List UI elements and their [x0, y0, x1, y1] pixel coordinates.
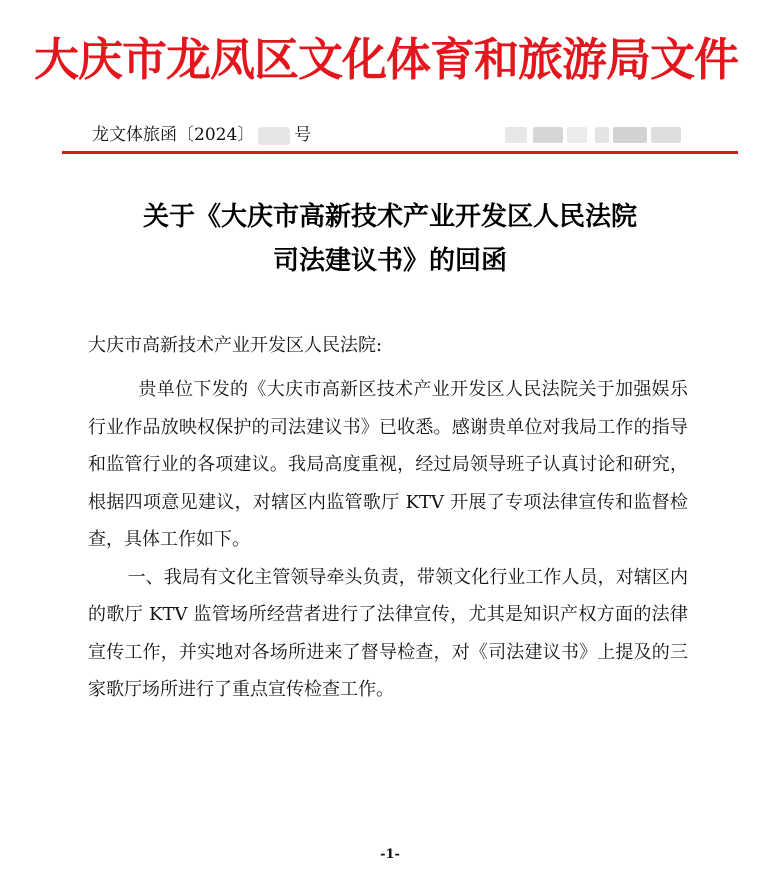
- redacted-signature-area: [505, 124, 690, 146]
- redacted-number: [258, 127, 290, 145]
- doc-number-prefix: 龙文体旅函〔2024〕: [92, 125, 255, 145]
- body-paragraph: 贵单位下发的《大庆市高新区技术产业开发区人民法院关于加强娱乐行业作品放映权保护的司法建议书》已收悉。感谢贵单位对我局工作的指导和监管行业的各项建议。我局高度重视，经过局领导班子认真讨论和研究，根据四项意见建议，对辖区内监管歌厅 KTV 开展了专项法律宣传和监督检查，具体工作如下。: [88, 379, 688, 550]
- doc-number-suffix: 号: [294, 125, 312, 145]
- doc-number: [92, 122, 311, 148]
- salutation: 大庆市高新技术产业开发区人民法院:: [88, 335, 383, 356]
- document-title-line-1: 关于《大庆市高新技术产业开发区人民法院: [142, 202, 637, 232]
- org-header-title: 大庆市龙凤区文化体育和旅游局文件: [34, 33, 739, 86]
- body-text: [88, 371, 688, 709]
- red-rule-line: [62, 151, 738, 154]
- document-title: [70, 195, 710, 283]
- page-number: -1-: [380, 847, 400, 862]
- body-paragraph: 一、我局有文化主管领导牵头负责，带领文化行业工作人员，对辖区内的歌厅 KTV 监管场所经营者进行了法律宣传，尤其是知识产权方面的法律宣传工作，并实地对各场所进来了督导检查，对《司法建议书》上提及的三家歌厅场所进行了重点宣传检查工作。: [88, 566, 688, 700]
- document-title-line-2: 司法建议书》的回函: [272, 246, 507, 276]
